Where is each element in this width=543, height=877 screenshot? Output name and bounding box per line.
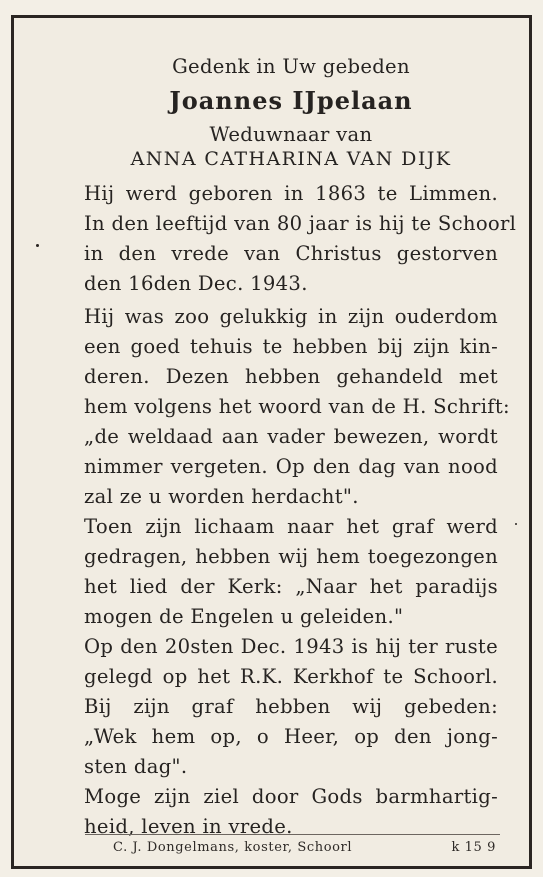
text-line: gedragen, hebben wij hem toegezongen (84, 545, 498, 568)
text-line: In den leeftijd van 80 jaar is hij te Schoorl (84, 212, 517, 235)
printer-name: C. J. Dongelmans, koster, Schoorl (113, 840, 353, 855)
text-line: nimmer vergeten. Op den dag van nood (84, 455, 498, 478)
spouse-name: ANNA CATHARINA VAN DIJK (130, 148, 452, 170)
text-line: den 16den Dec. 1943. (84, 272, 308, 295)
deceased-name: Joannes IJpelaan (169, 86, 413, 115)
ink-speck (36, 244, 39, 247)
card-code: k 15 9 (451, 840, 496, 855)
text-line: deren. Dezen hebben gehandeld met (84, 365, 498, 388)
text-line: gelegd op het R.K. Kerkhof te Schoorl. (84, 665, 498, 688)
text-line: „Wek hem op, o Heer, op den jong- (84, 725, 498, 748)
text-line: in den vrede van Christus gestorven (84, 242, 498, 265)
text-line: Hij werd geboren in 1863 te Limmen. (84, 182, 498, 205)
text-line: heid, leven in vrede. (84, 815, 293, 838)
text-line: Op den 20sten Dec. 1943 is hij ter ruste (84, 635, 498, 658)
text-line: sten dag". (84, 755, 188, 778)
text-line: Toen zijn lichaam naar het graf werd (84, 515, 498, 538)
relation-line: Weduwnaar van (209, 123, 373, 146)
text-line: een goed tehuis te hebben bij zijn kin- (84, 335, 498, 358)
text-line: „de weldaad aan vader bewezen, wordt (84, 425, 498, 448)
text-line: Bij zijn graf hebben wij gebeden: (84, 695, 498, 718)
text-line: Hij was zoo gelukkig in zijn ouderdom (84, 305, 498, 328)
text-line: het lied der Kerk: „Naar het paradijs (84, 575, 498, 598)
text-line: Moge zijn ziel door Gods barmhartig- (84, 785, 498, 808)
printer-footer (85, 834, 500, 855)
text-line: mogen de Engelen u geleiden." (84, 605, 404, 628)
header-line: Gedenk in Uw gebeden (172, 55, 410, 78)
text-line: hem volgens het woord van de H. Schrift: (84, 395, 510, 418)
text-line: zal ze u worden herdacht". (84, 485, 359, 508)
ink-speck (515, 523, 517, 525)
